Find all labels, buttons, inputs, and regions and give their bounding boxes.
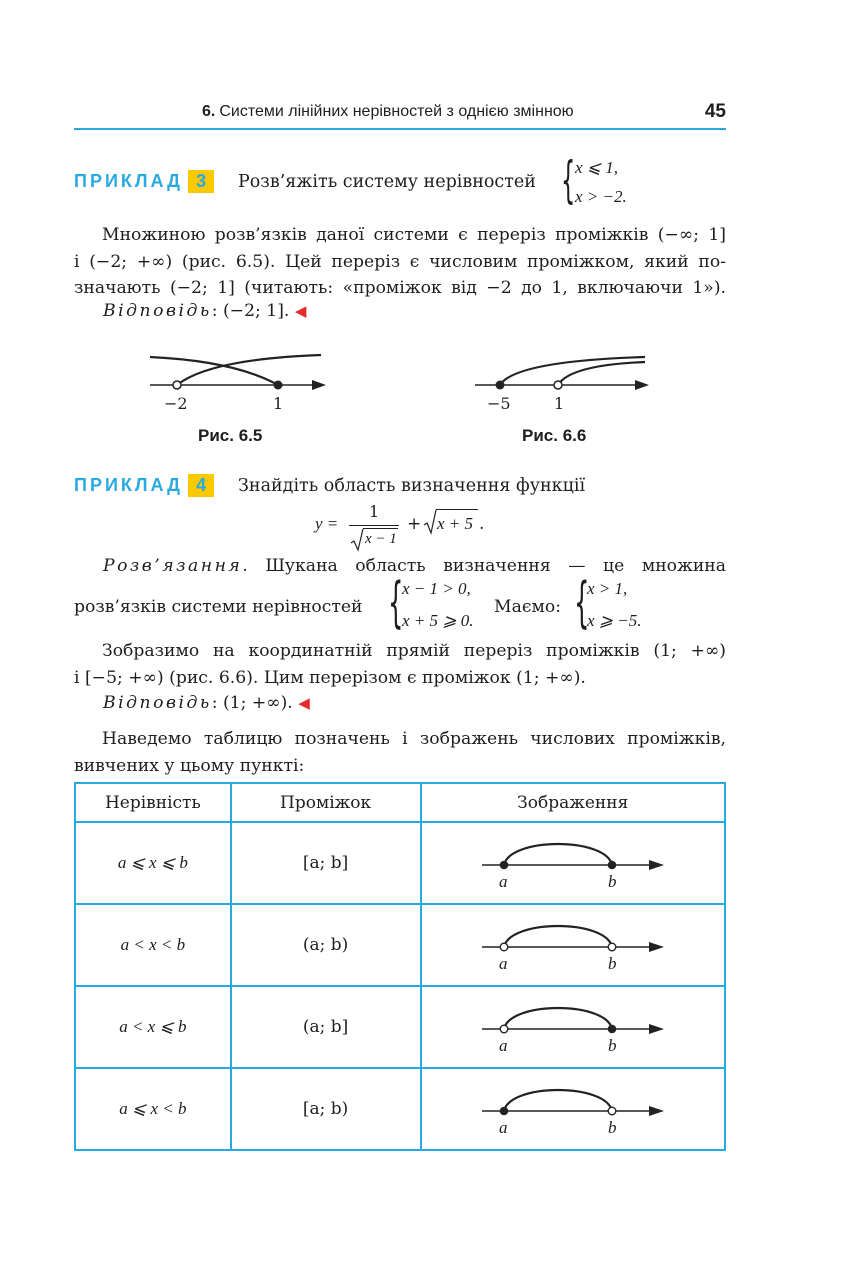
fig65-closed-point	[274, 381, 283, 390]
section-number: 6.	[202, 103, 216, 120]
open-point-a	[500, 1025, 508, 1033]
formula-fraction-bar	[349, 525, 399, 526]
open-point-b	[608, 1107, 616, 1115]
interval-diagram	[478, 831, 668, 895]
sqrt-icon	[423, 509, 437, 535]
open-point-b	[608, 943, 616, 951]
example3-answer-label: Відповідь	[103, 301, 212, 321]
table-row	[75, 822, 725, 904]
figure-6-5	[140, 345, 340, 415]
table-cell-inequality: a < x < b	[75, 904, 231, 986]
page-number: 45	[704, 101, 726, 122]
label-b: b	[607, 1118, 617, 1137]
solution-label: Розв’язання	[103, 556, 243, 576]
fig65-arc-right	[177, 355, 321, 385]
closed-point-a	[499, 1107, 508, 1116]
fig65-caption: Рис. 6.5	[198, 426, 263, 445]
label-a: a	[498, 954, 508, 973]
arrow-icon	[649, 1106, 664, 1116]
example4-body-line2: і [−5; +∞) (рис. 6.6). Цим перерізом є проміжок (1; +∞).	[74, 667, 586, 688]
example4-number: 4	[188, 474, 214, 497]
label-b: b	[607, 954, 617, 973]
example4-heading	[74, 474, 214, 497]
table-cell-interval: (a; b)	[231, 904, 421, 986]
system2-line1: x > 1,	[587, 579, 628, 598]
end-marker-icon: ◀	[298, 694, 310, 712]
label-a: a	[498, 1118, 508, 1137]
example4-label: ПРИКЛАД	[74, 475, 183, 495]
example3-system-line1: x ⩽ 1,	[575, 158, 619, 177]
example3-system-line2: x > −2.	[575, 187, 627, 206]
intervals-table	[74, 782, 726, 1151]
example4-answer	[103, 690, 310, 717]
table-cell-interval: (a; b]	[231, 986, 421, 1068]
table-header-inequality: Нерівність	[75, 783, 231, 822]
table-cell-image	[421, 822, 726, 904]
fig65-arrow-icon	[312, 380, 326, 390]
example4-answer-value: : (1; +∞).	[211, 693, 293, 713]
example3-body-line2: і (−2; +∞) (рис. 6.5). Цей переріз є числовим проміжком, який по-	[74, 251, 726, 272]
table-cell-inequality: a < x ⩽ b	[75, 986, 231, 1068]
fig65-open-point	[173, 381, 181, 389]
table-cell-inequality: a ⩽ x ⩽ b	[75, 822, 231, 904]
interval-diagram	[478, 995, 668, 1059]
diagram-arc	[504, 1008, 612, 1029]
fig66-arc-right	[558, 362, 645, 385]
end-marker-icon: ◀	[294, 302, 307, 320]
formula-numerator: 1	[369, 502, 380, 521]
interval-diagram	[478, 1077, 668, 1141]
fig66-tick-left: −5	[487, 394, 511, 413]
example3-answer	[103, 298, 306, 325]
formula-end: .	[479, 514, 485, 534]
table-row	[75, 986, 725, 1068]
fig66-closed-point	[496, 381, 505, 390]
arrow-icon	[649, 1024, 664, 1034]
fig66-open-point	[554, 381, 562, 389]
example4-body	[74, 638, 726, 691]
example4-formula	[315, 500, 505, 556]
fig66-arrow-icon	[635, 380, 649, 390]
fig65-tick-right: 1	[273, 394, 284, 413]
table-row	[75, 1068, 725, 1150]
label-b: b	[607, 1036, 617, 1055]
fig66-arc-left	[500, 357, 645, 385]
system1-line1: x − 1 > 0,	[402, 579, 471, 598]
table-header-row	[75, 783, 725, 822]
example3-number: 3	[188, 170, 214, 193]
example3-heading	[74, 170, 214, 193]
solution-text: . Шукана область визначення — це множина	[242, 556, 726, 576]
example4-solution-line1	[103, 553, 726, 580]
closed-point-b	[607, 861, 616, 870]
example3-body-line1: Множиною розв’язків даної системи є переріз проміжків (−∞; 1]	[102, 225, 726, 245]
example3-answer-value: : (−2; 1].	[211, 301, 290, 321]
example4-task: Знайдіть область визначення функції	[238, 476, 586, 496]
arrow-icon	[649, 942, 664, 952]
closed-point-b	[607, 1025, 616, 1034]
diagram-arc	[504, 844, 612, 865]
table-intro-line2: вивчених у цьому пункті:	[74, 755, 305, 776]
table-intro-line1: Наведемо таблицю позначень і зображень числових проміжків,	[102, 729, 726, 749]
label-a: a	[498, 1036, 508, 1055]
table-cell-inequality: a ⩽ x < b	[75, 1068, 231, 1150]
fig65-arc-left	[150, 357, 278, 385]
closed-point-a	[499, 861, 508, 870]
example3-brace: {	[561, 151, 576, 209]
fig66-caption: Рис. 6.6	[522, 426, 587, 445]
example3-body	[74, 222, 726, 302]
table-cell-interval: [a; b]	[231, 822, 421, 904]
have-label: Маємо:	[494, 597, 561, 617]
example3-body-line3: значають (−2; 1] (читають: «проміжок від −2 до 1, включаючи 1»).	[74, 278, 726, 298]
formula-radicand: x + 5	[437, 514, 474, 533]
table-cell-image	[421, 1068, 726, 1150]
fig66-tick-right: 1	[554, 394, 565, 413]
figure-6-6	[470, 345, 660, 415]
label-b: b	[607, 872, 617, 891]
label-a: a	[498, 872, 508, 891]
section-title-text: Системи лінійних нерівностей з однією змінною	[219, 103, 574, 120]
formula-plus: +	[407, 514, 422, 534]
table-header-interval: Проміжок	[231, 783, 421, 822]
open-point-a	[500, 943, 508, 951]
table-cell-image	[421, 986, 726, 1068]
section-title	[202, 103, 574, 121]
system1-brace: {	[388, 571, 404, 634]
table-cell-image	[421, 904, 726, 986]
table-cell-interval: [a; b)	[231, 1068, 421, 1150]
system2-line2: x ⩾ −5.	[587, 611, 642, 630]
arrow-icon	[649, 860, 664, 870]
table-intro	[74, 726, 726, 779]
formula-lhs: y =	[315, 514, 339, 533]
example4-solution-line2: розв’язків системи нерівностей	[74, 597, 363, 617]
diagram-arc	[504, 1090, 612, 1111]
fig65-tick-left: −2	[164, 394, 188, 413]
example3-label: ПРИКЛАД	[74, 171, 183, 191]
diagram-arc	[504, 926, 612, 947]
system2-brace: {	[574, 571, 590, 634]
formula-denominator: x − 1	[365, 531, 397, 547]
sqrt-icon	[350, 528, 364, 552]
example4-body-line1: Зобразимо на координатній прямій переріз проміжків (1; +∞)	[102, 641, 726, 661]
interval-diagram	[478, 913, 668, 977]
example3-task: Розв’яжіть систему нерівностей	[238, 172, 536, 192]
system1-line2: x + 5 ⩾ 0.	[402, 611, 474, 630]
example4-answer-label: Відповідь	[103, 693, 212, 713]
table-header-image: Зображення	[421, 783, 726, 822]
table-row	[75, 904, 725, 986]
